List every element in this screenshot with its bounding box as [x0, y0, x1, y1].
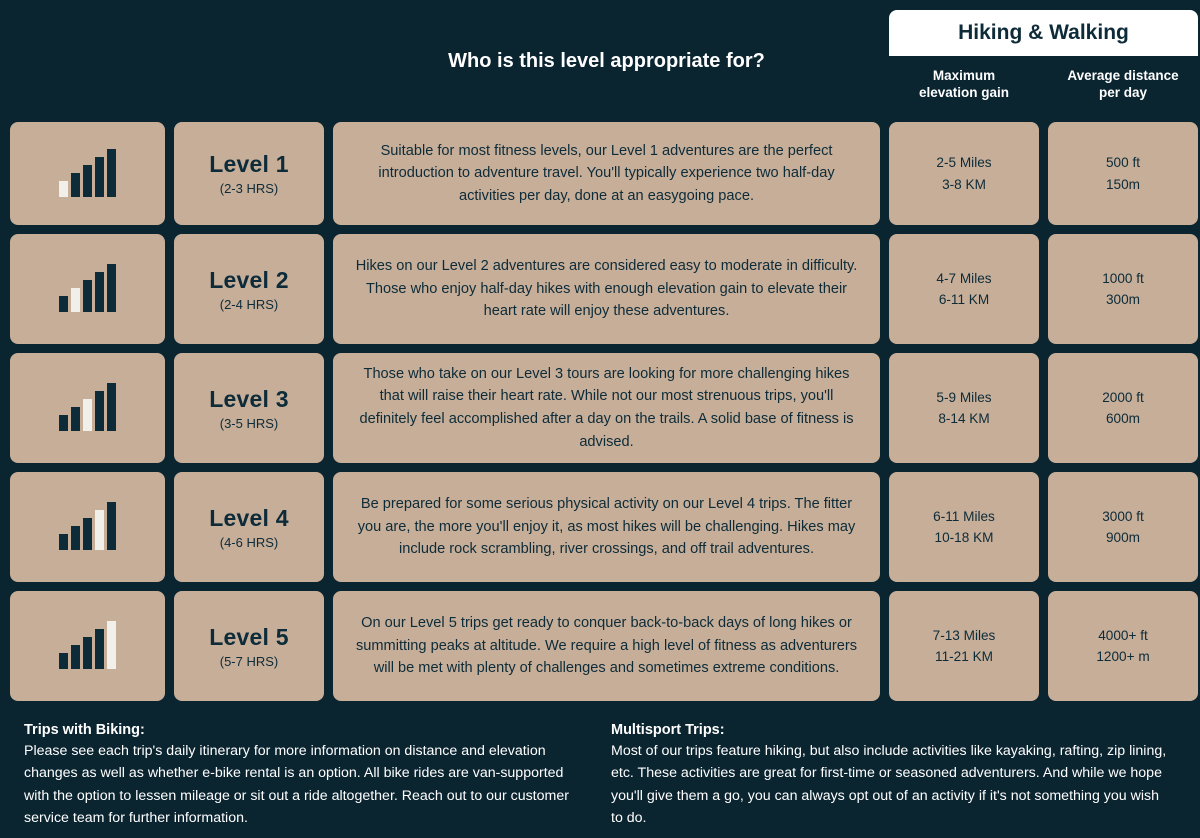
distance-km: 8-14 KM: [938, 411, 990, 426]
header-max-elevation: [889, 56, 1039, 113]
level-name-cell: [174, 122, 324, 225]
distance-miles: 5-9 Miles: [936, 389, 992, 405]
header-max-elevation-line2: elevation gain: [918, 84, 1010, 100]
level-name-cell: [174, 472, 324, 582]
note-multisport-trips: [597, 710, 1188, 838]
elevation-ft: 2000 ft: [1102, 389, 1144, 405]
bar-segment: [83, 637, 92, 669]
header-level-column: [174, 10, 324, 113]
bar-segment: [95, 157, 104, 197]
level-name-cell: [174, 234, 324, 344]
bar-segment: [83, 399, 92, 431]
level-hours: (3-5 HRS): [219, 415, 279, 431]
level-distance: [889, 472, 1039, 582]
bar-segment: [71, 407, 80, 431]
level-name-cell: [174, 353, 324, 463]
level-hours: (2-3 HRS): [219, 181, 279, 196]
bar-chart-level-3-icon: [59, 385, 116, 431]
bar-segment: [107, 502, 116, 550]
level-distance: [889, 122, 1039, 225]
level-icon-cell: [10, 353, 165, 463]
level-description: Those who take on our Level 3 tours are looking for more challenging hikes that will raise their heart rate. While not our most strenuous trips, you'll definitely feel accomplished after a day on the trails. A solid base of fitness is advised.: [333, 353, 880, 463]
distance-km: 6-11 KM: [938, 292, 990, 307]
bar-segment: [59, 653, 68, 669]
note-trips-with-biking: [10, 710, 588, 838]
level-description: Hikes on our Level 2 adventures are considered easy to moderate in difficulty. Those who enjoy half-day hikes with enough elevation gain to elevate their heart rate will enjoy these adventures.: [333, 234, 880, 344]
level-name-cell: [174, 591, 324, 701]
distance-miles: 7-13 Miles: [932, 627, 996, 643]
level-distance: [889, 591, 1039, 701]
levels-grid: [10, 10, 1190, 701]
bar-segment: [71, 173, 80, 197]
distance-miles: 2-5 Miles: [936, 155, 992, 171]
bar-segment: [71, 288, 80, 312]
level-title: Level 2: [209, 266, 289, 293]
level-hours: (2-4 HRS): [219, 296, 279, 312]
note-body: Most of our trips feature hiking, but also include activities like kayaking, rafting, zip lining, etc. These activities are great for first-time or seasoned adventurers. And while we hope you'll give them a go, you can always opt out of an activity if it's not something you wish to do.: [611, 743, 1167, 827]
bar-segment: [71, 526, 80, 550]
bar-segment: [95, 272, 104, 312]
elevation-m: 900m: [1105, 530, 1140, 545]
bar-segment: [95, 510, 104, 550]
bar-segment: [59, 415, 68, 431]
elevation-m: 1200+ m: [1096, 649, 1150, 664]
bar-segment: [59, 534, 68, 550]
bar-segment: [95, 629, 104, 669]
bar-segment: [59, 181, 68, 197]
bar-segment: [95, 391, 104, 431]
note-body: Please see each trip's daily itinerary for more information on distance and elevation changes as well as whether e-bike rental is an option. All bike rides are van-supported with the option to lessen mileage or sit out a ride altogether. Reach out to our customer service team for further information.: [24, 743, 569, 827]
level-description: Be prepared for some serious physical activity on our Level 4 trips. The fitter you are, the more you'll enjoy it, as most hikes will be challenging. Hikes may include rock scrambling, river crossings, and off trail adventures.: [333, 472, 880, 582]
elevation-ft: 4000+ ft: [1098, 627, 1148, 643]
distance-miles: 6-11 Miles: [933, 508, 995, 524]
distance-km: 11-21 KM: [935, 649, 993, 664]
elevation-m: 300m: [1105, 292, 1140, 307]
bar-chart-level-2-icon: [59, 266, 116, 312]
bar-segment: [107, 621, 116, 669]
distance-km: 10-18 KM: [934, 530, 994, 545]
level-elevation: [1048, 353, 1198, 463]
bar-segment: [107, 264, 116, 312]
level-icon-cell: [10, 234, 165, 344]
note-title: Multisport Trips:: [611, 722, 725, 738]
level-title: Level 4: [209, 504, 289, 531]
elevation-m: 150m: [1105, 176, 1140, 192]
bar-segment: [71, 645, 80, 669]
bar-chart-level-4-icon: [59, 504, 116, 550]
elevation-ft: 1000 ft: [1102, 270, 1144, 286]
level-distance: [889, 234, 1039, 344]
bar-segment: [107, 149, 116, 197]
header-hiking-walking-title: Hiking & Walking: [889, 10, 1198, 56]
level-icon-cell: [10, 122, 165, 225]
level-description: Suitable for most fitness levels, our Level 1 adventures are the perfect introduction to adventure travel. You'll typically experience two half-day activities per day, done at an easygoing pace.: [333, 122, 880, 225]
note-title: Trips with Biking:: [24, 722, 145, 738]
footer-notes: [10, 710, 1190, 838]
bar-segment: [83, 165, 92, 197]
level-distance: [889, 353, 1039, 463]
elevation-ft: 3000 ft: [1102, 508, 1144, 524]
level-hours: (5-7 HRS): [219, 653, 279, 669]
level-elevation: [1048, 122, 1198, 225]
level-title: Level 5: [209, 623, 289, 650]
distance-miles: 4-7 Miles: [936, 270, 992, 286]
level-icon-cell: [10, 591, 165, 701]
header-average-distance-line1: Average distance: [1067, 67, 1179, 83]
level-title: Level 1: [209, 151, 289, 177]
level-icon-cell: [10, 472, 165, 582]
level-elevation: [1048, 591, 1198, 701]
header-average-distance-line2: per day: [1098, 84, 1148, 100]
header-icon-column: [10, 10, 165, 113]
header-average-distance: [1048, 56, 1198, 113]
level-elevation: [1048, 234, 1198, 344]
level-title: Level 3: [209, 385, 289, 412]
level-description: On our Level 5 trips get ready to conquer back-to-back days of long hikes or summitting peaks at altitude. We require a high level of fitness as adventurers will be met with plenty of challenges and sometimes extreme conditions.: [333, 591, 880, 701]
bar-chart-level-1-icon: [59, 151, 116, 197]
header-hiking-walking-group: [889, 10, 1198, 113]
elevation-m: 600m: [1105, 411, 1140, 426]
elevation-ft: 500 ft: [1105, 155, 1140, 171]
bar-segment: [83, 518, 92, 550]
header-question: Who is this level appropriate for?: [333, 10, 880, 113]
level-hours: (4-6 HRS): [219, 534, 279, 550]
distance-km: 3-8 KM: [942, 176, 986, 192]
bar-segment: [107, 383, 116, 431]
bar-chart-level-5-icon: [59, 623, 116, 669]
bar-segment: [59, 296, 68, 312]
bar-segment: [83, 280, 92, 312]
level-elevation: [1048, 472, 1198, 582]
header-max-elevation-line1: Maximum: [932, 67, 996, 83]
